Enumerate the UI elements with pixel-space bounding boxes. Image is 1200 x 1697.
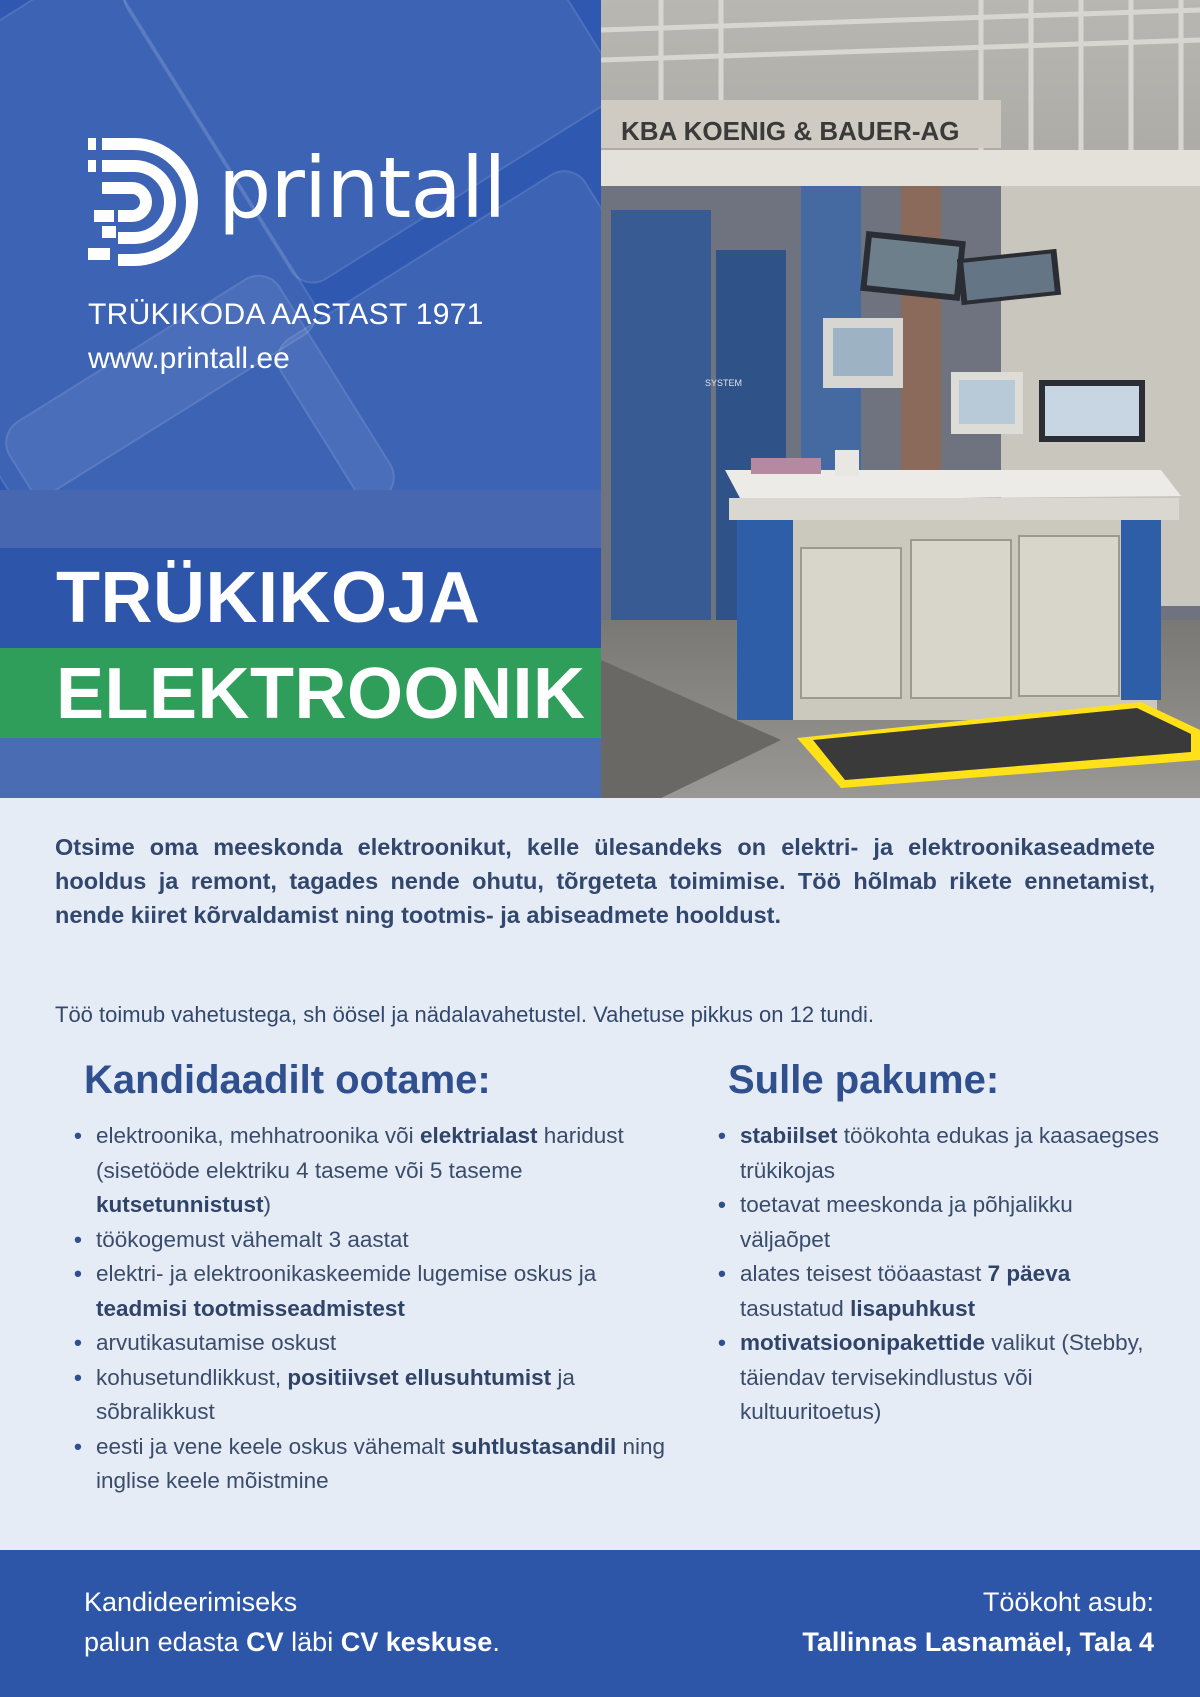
requirement-item [84,1223,684,1258]
printing-press-illustration [601,0,1200,798]
apply-line2 [84,1622,500,1662]
requirement-item-text: kohusetundlikkust, [96,1364,288,1390]
brand-tagline: TRÜKIKODA AASTAST 1971 [88,298,484,331]
job-title-line1: TRÜKIKOJA [56,558,481,638]
offer-section [728,1055,1168,1430]
offer-item-text: lisapuhkust [850,1295,976,1321]
brand-divider-band [0,490,601,550]
location-label: Töökoht asub: [982,1587,1154,1617]
offer-item-text: töökohta edukas ja kaasaegses trükikojas [740,1123,1160,1183]
requirement-item [84,1430,684,1499]
requirement-item-text: ) [263,1192,272,1217]
requirement-item-text: arvutikasutamise oskust [96,1330,337,1355]
requirements-section [84,1055,684,1499]
requirement-item-text: teadmisi tootmisseadmistest [96,1295,405,1321]
offer-item [728,1257,1168,1326]
apply-mid: läbi [283,1627,341,1657]
offer-item-text: motivatsioonipakettide [740,1330,986,1355]
apply-prefix: palun edasta [84,1627,247,1657]
offer-item-text: stabiilset [740,1123,838,1148]
offer-item-text: tasustatud [740,1295,851,1321]
machine-system-label: SYSTEM [705,378,743,388]
printall-logo-mark-icon [88,136,198,268]
requirements-title: Kandidaadilt ootame: [84,1058,491,1102]
apply-suffix: . [492,1627,500,1657]
requirement-item-text: eesti ja vene keele oskus vähemalt [96,1433,452,1459]
offer-item-text: alates teisest tööaastast [740,1261,988,1286]
offer-item-text: 7 päeva [987,1261,1071,1286]
hero-section [0,0,1200,798]
application-instructions [84,1582,500,1662]
requirement-item-text: elektroonika, mehhatroonika või [96,1123,420,1148]
requirement-item-text: suhtlustasandil [451,1433,617,1459]
job-title-line2-band [0,648,601,738]
requirement-item-text: ning inglise keele mõistmine [96,1433,666,1493]
apply-line1: Kandideerimiseks [84,1587,298,1617]
job-location [802,1582,1154,1662]
offer-item [728,1188,1168,1257]
requirements-list [84,1119,684,1499]
requirement-item-text: positiivset ellusuhtumist [287,1364,552,1390]
requirement-item [84,1361,684,1430]
requirement-item-text: elektri- ja elektroonikaskeemide lugemise oskus ja [96,1261,597,1286]
printing-press-photo [601,0,1200,798]
requirement-item-text: töökogemust vähemalt 3 aastat [96,1226,409,1252]
footer [0,1550,1200,1697]
brand-website-link[interactable]: www.printall.ee [88,342,290,375]
apply-cv: CV [246,1627,284,1657]
requirement-item [84,1257,684,1326]
machine-brand-label: KBA KOENIG & BAUER-AG [621,116,960,146]
intro-paragraph: Otsime oma meeskonda elektroonikut, kelle ülesandeks on elektri- ja elektroonikaseadmete hooldus ja remont, tagades nende ohutu, tõrgeteta toimimise. Töö hõlmab rikete ennetamist, nende kiiret kõrvaldamist ning tootmis- ja abiseadmete hooldust. [55,834,1155,928]
offer-item-text: toetavat meeskonda ja põhjalikku väljaõpet [740,1192,1073,1252]
offer-title: Sulle pakume: [728,1058,1000,1102]
requirement-item [84,1326,684,1361]
brand-wordmark: printall [218,139,506,237]
offer-list [728,1119,1168,1430]
job-title-line1-block [0,548,601,648]
requirement-item-text: ja sõbralikkust [96,1364,575,1424]
offer-item [728,1326,1168,1430]
location-address: Tallinnas Lasnamäel, Tala 4 [802,1627,1154,1657]
cv-keskus-link[interactable]: CV keskuse [340,1627,493,1657]
requirement-item [84,1119,684,1223]
schedule-note: Töö toimub vahetustega, sh öösel ja nädalavahetustel. Vahetuse pikkus on 12 tundi. [55,1002,875,1027]
offer-item-text: valikut (Stebby, täiendav tervisekindlustus või kultuuritoetus) [740,1330,1144,1424]
requirement-item-text: kutsetunnistust [96,1192,264,1217]
requirement-item-text: haridust (sisetööde elektriku 4 taseme või 5 taseme [96,1123,624,1183]
offer-item [728,1119,1168,1188]
job-title-line2: ELEKTROONIK [56,654,586,734]
hero-brand-panel [0,0,601,798]
printall-logo [88,136,508,268]
requirement-item-text: elektrialast [419,1123,538,1148]
